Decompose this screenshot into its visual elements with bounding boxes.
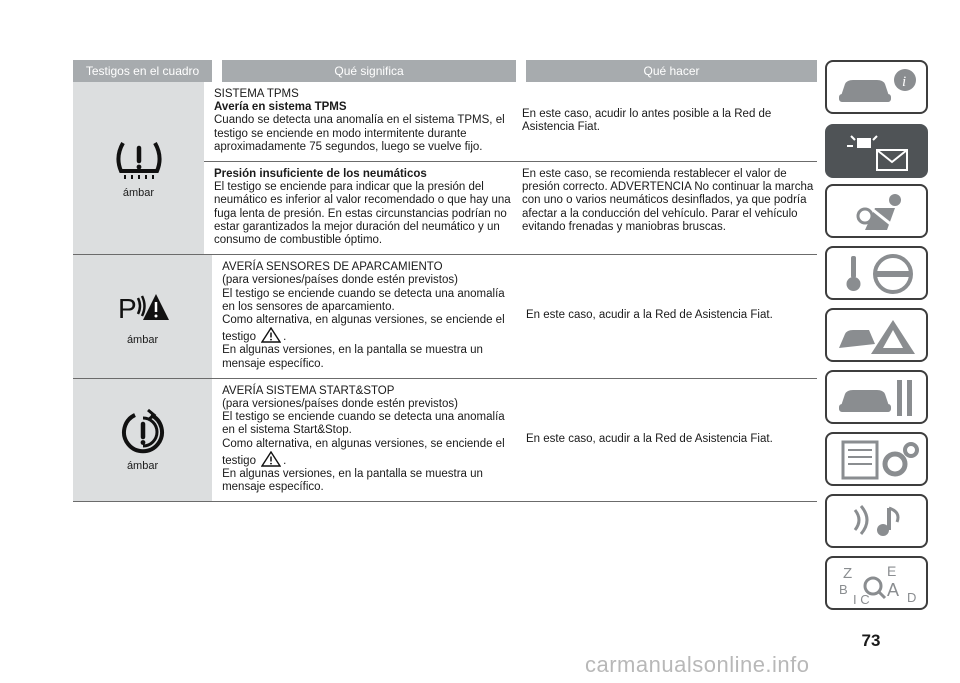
action-cell bbox=[522, 162, 817, 254]
meaning-text: Cuando se detecta una anomalía en el sistema TPMS, el testigo se enciende en modo intermitente durante aproximadamente 75 segundos, luego se vuelve fijo. bbox=[214, 114, 505, 153]
meaning-text: En algunas versiones, en la pantalla se muestra un mensaje específico. bbox=[222, 468, 483, 494]
meaning-text: El testigo se enciende para indicar que la presión del neumático es inferior al valor recomendado o que hay una fuga lenta de presión. En estas circunstancias podrían no estar garantizados la mejor duración del neumático y un consumo de combustible óptimo. bbox=[214, 181, 511, 247]
action-cell bbox=[526, 379, 817, 502]
seatbelt-airbag-icon bbox=[835, 190, 923, 234]
meaning-text-inline: Como alternativa, en algunas versiones, se enciende el testigo bbox=[222, 437, 505, 467]
header-col-action: Qué hacer bbox=[526, 60, 817, 82]
page-number: 73 bbox=[861, 631, 881, 650]
alphabetical-index-icon bbox=[835, 562, 923, 606]
meaning-title: SISTEMA TPMS bbox=[214, 88, 299, 100]
meaning-text: Como alternativa, en algunas versiones, se enciende el testigo . bbox=[222, 314, 505, 344]
chapter-tab-maintenance[interactable] bbox=[825, 370, 928, 424]
meaning-text-inline: Como alternativa, en algunas versiones, se enciende el testigo bbox=[222, 314, 505, 344]
table-row bbox=[73, 379, 817, 503]
action-cell bbox=[526, 255, 817, 378]
meaning-title: AVERÍA SENSORES DE APARCAMIENTO bbox=[222, 261, 443, 274]
table-header bbox=[73, 60, 817, 82]
key-steering-wheel-icon bbox=[835, 252, 923, 296]
watermark: carmanualsonline.info bbox=[585, 652, 810, 677]
action-text: En este caso, acudir a la Red de Asistencia Fiat. bbox=[526, 433, 773, 446]
chapter-tab-start[interactable] bbox=[825, 246, 928, 300]
tpms-warning-icon bbox=[113, 137, 165, 183]
warning-triangle-icon bbox=[261, 327, 281, 343]
color-label: ámbar bbox=[126, 460, 159, 473]
action-text: En este caso, se recomienda restablecer el valor de presión correcto. ADVERTENCIA No continuar la marcha con uno o varios neumáticos desinflados, ya que podría afectar a la conducción del vehículo. Parar el vehículo evitando frenadas y maniobras bruscas. bbox=[522, 168, 814, 233]
meaning-cell bbox=[222, 255, 516, 378]
icon-cell bbox=[73, 82, 204, 254]
car-crash-warning-icon bbox=[835, 314, 923, 358]
sub-row bbox=[204, 162, 817, 254]
header-col-lights: Testigos en el cuadro bbox=[73, 60, 212, 82]
meaning-text: El testigo se enciende cuando se detecta una anomalía en el sistema Start&Stop. bbox=[222, 411, 505, 437]
icon-cell bbox=[73, 255, 212, 378]
meaning-cell bbox=[222, 379, 516, 502]
meaning-text: (para versiones/países donde estén previstos) bbox=[222, 398, 458, 411]
multimedia-music-icon bbox=[835, 500, 923, 544]
icon-cell bbox=[73, 379, 212, 502]
action-text: En este caso, acudir lo antes posible a la Red de Asistencia Fiat. bbox=[522, 107, 772, 133]
car-info-icon bbox=[835, 66, 923, 110]
svg-text:I C: I C bbox=[853, 592, 870, 606]
action-text: En este caso, acudir a la Red de Asistencia Fiat. bbox=[526, 309, 773, 322]
meaning-text: El testigo se enciende cuando se detecta una anomalía en los sensores de aparcamiento. bbox=[222, 287, 505, 313]
warning-lights-table bbox=[73, 60, 817, 502]
svg-text:E: E bbox=[887, 563, 897, 579]
svg-text:Z: Z bbox=[843, 565, 853, 582]
color-label: ámbar bbox=[126, 333, 159, 346]
chapter-tab-warnings[interactable] bbox=[825, 124, 928, 178]
chapter-tab-info[interactable] bbox=[825, 60, 928, 114]
svg-text:B: B bbox=[839, 582, 848, 597]
chapter-tab-index[interactable] bbox=[825, 556, 928, 610]
park-sensor-warning-icon bbox=[116, 288, 170, 330]
specs-gears-icon bbox=[835, 438, 923, 482]
chapter-tab-multimedia[interactable] bbox=[825, 494, 928, 548]
table-row bbox=[73, 255, 817, 379]
table-row bbox=[73, 82, 817, 255]
meaning-cell bbox=[214, 82, 512, 161]
meaning-text: En algunas versiones, en la pantalla se muestra un mensaje específico. bbox=[222, 344, 483, 370]
meaning-heading: Presión insuficiente de los neumáticos bbox=[214, 168, 427, 181]
warning-triangle-icon bbox=[261, 451, 281, 467]
meaning-title: AVERÍA SISTEMA START&STOP bbox=[222, 384, 395, 397]
action-cell bbox=[522, 82, 817, 161]
color-label: ámbar bbox=[122, 187, 155, 200]
start-stop-warning-icon bbox=[119, 408, 167, 456]
svg-text:D: D bbox=[907, 590, 917, 605]
chapter-tab-emergency[interactable] bbox=[825, 308, 928, 362]
meaning-cell bbox=[214, 162, 512, 254]
chapter-tab-safety[interactable] bbox=[825, 184, 928, 238]
meaning-text: Como alternativa, en algunas versiones, se enciende el testigo . bbox=[222, 437, 505, 467]
svg-text:A: A bbox=[887, 580, 900, 600]
sub-row bbox=[204, 82, 817, 162]
header-col-meaning: Qué significa bbox=[222, 60, 516, 82]
svg-text:P: P bbox=[117, 292, 137, 324]
chapter-tab-specs[interactable] bbox=[825, 432, 928, 486]
meaning-heading: Avería en sistema TPMS bbox=[214, 101, 347, 114]
meaning-text: (para versiones/países donde estén previstos) bbox=[222, 274, 458, 287]
car-maintenance-tools-icon bbox=[835, 376, 923, 420]
svg-text:i: i bbox=[902, 74, 907, 90]
warning-lights-message-icon bbox=[835, 130, 923, 174]
